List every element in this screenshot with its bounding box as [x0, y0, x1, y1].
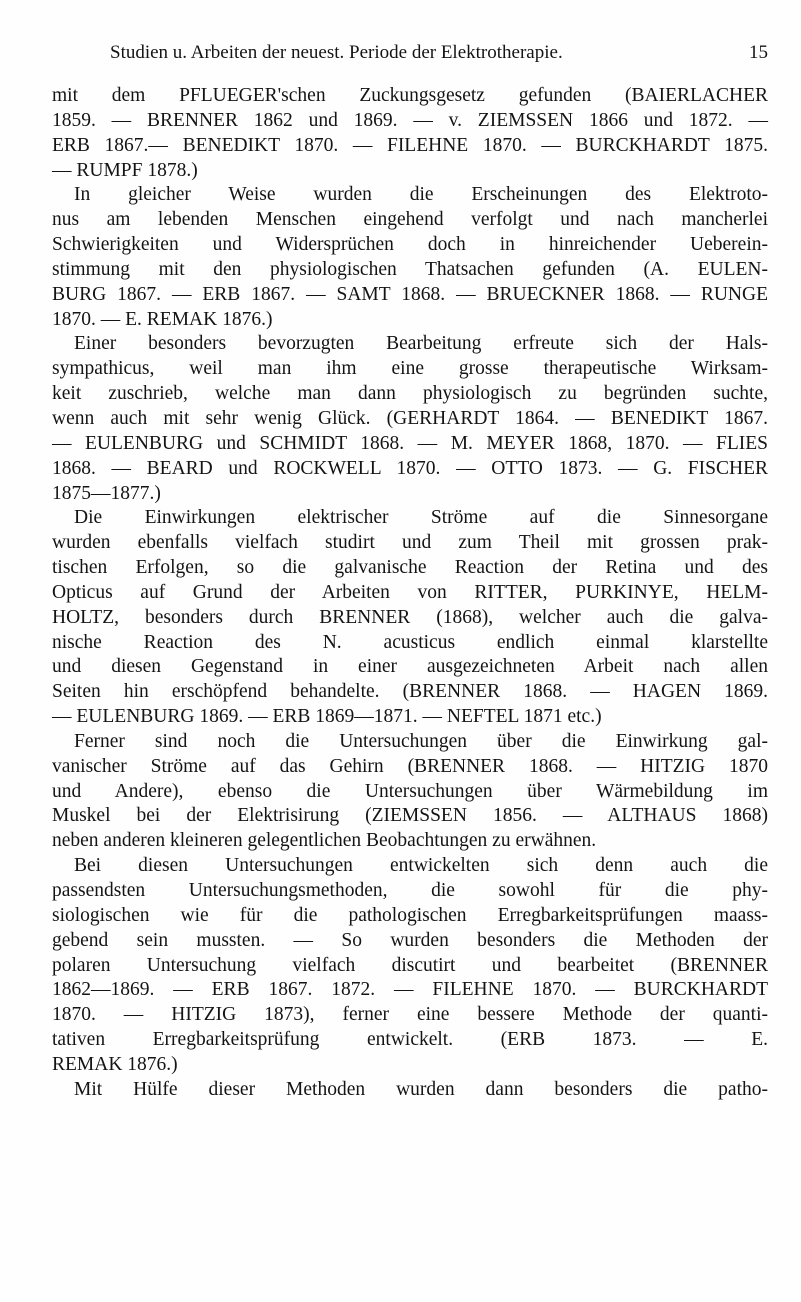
text-line: passendsten Untersuchungsmethoden, die sowohl für die phy- — [52, 880, 768, 901]
text-line: Schwierigkeiten und Widersprüchen doch in hinreichender Ueberein- — [52, 234, 768, 256]
text-line: 1870. — E. REMAK 1876.) — [52, 308, 273, 330]
text-line: BURG 1867. — ERB 1867. — SAMT 1868. — BRUECKNER 1868. — RUNGE — [52, 283, 768, 305]
text-line: HOLTZ, besonders durch BRENNER (1868), welcher auch die galva- — [52, 606, 768, 628]
text-line: — EULENBURG und SCHMIDT 1868. — M. MEYER 1868, 1870. — FLIES — [52, 432, 768, 454]
text-line: neben anderen kleineren gelegentlichen Beobachtungen zu erwähnen. — [52, 830, 597, 852]
text-line: vanischer Ströme auf das Gehirn (BRENNER 1868. — HITZIG 1870 — [52, 755, 768, 777]
running-header — [52, 42, 768, 68]
text-line: keit zuschrieb, welche man dann physiologisch zu begründen suchte, — [52, 383, 768, 405]
text-line: tischen Erfolgen, so die galvanische Reaction der Retina und des — [52, 557, 768, 579]
text-line: polaren Untersuchung vielfach discutirt und bearbeitet (BRENNER — [52, 954, 768, 976]
text-line: Mit Hülfe dieser Methoden wurden dann besonders die patho- — [74, 1078, 768, 1100]
text-line: sympathicus, weil man ihm eine grosse therapeutische Wirksam- — [52, 358, 768, 380]
text-line: gebend sein mussten. — So wurden besonders die Methoden der — [52, 929, 768, 951]
text-line: siologischen wie für die pathologischen Erregbarkeitsprüfungen maass- — [52, 904, 768, 926]
text-line: — RUMPF 1878.) — [52, 159, 198, 181]
text-line: mit dem PFLUEGER'schen Zuckungsgesetz gefunden (BAIERLACHER — [52, 85, 768, 106]
text-line: Opticus auf Grund der Arbeiten von RITTER, PURKINYE, HELM- — [52, 581, 768, 603]
text-line: ERB 1867.— BENEDIKT 1870. — FILEHNE 1870. — BURCKHARDT 1875. — [52, 134, 768, 156]
text-line: — EULENBURG 1869. — ERB 1869—1871. — NEFTEL 1871 etc.) — [52, 706, 602, 728]
text-line: 1862—1869. — ERB 1867. 1872. — FILEHNE 1870. — BURCKHARDT — [52, 979, 768, 1001]
text-line: Seiten hin erschöpfend behandelte. (BRENNER 1868. — HAGEN 1869. — [52, 681, 768, 703]
text-line: In gleicher Weise wurden die Erscheinungen des Elektroto- — [74, 184, 768, 206]
text-line: Die Einwirkungen elektrischer Ströme auf die Sinnesorgane — [74, 507, 768, 529]
text-line: Bei diesen Untersuchungen entwickelten sich denn auch die — [74, 855, 768, 877]
running-title: Studien u. Arbeiten der neuest. Periode der Elektrotherapie. — [110, 42, 563, 63]
page-number: 15 — [749, 42, 768, 63]
text-line: wenn auch mit sehr wenig Glück. (GERHARDT 1864. — BENEDIKT 1867. — [52, 407, 768, 429]
text-line: Muskel bei der Elektrisirung (ZIEMSSEN 1856. — ALTHAUS 1868) — [52, 805, 768, 827]
text-line: wurden ebenfalls vielfach studirt und zum Theil mit grossen prak- — [52, 532, 768, 554]
text-line: 1875—1877.) — [52, 482, 161, 504]
text-line: 1868. — BEARD und ROCKWELL 1870. — OTTO 1873. — G. FISCHER — [52, 457, 768, 479]
body-text — [52, 84, 768, 1103]
text-line: nische Reaction des N. acusticus endlich einmal klarstellte — [52, 631, 768, 653]
text-line: REMAK 1876.) — [52, 1053, 178, 1075]
text-line: 1870. — HITZIG 1873), ferner eine bessere Methode der quanti- — [52, 1004, 768, 1026]
text-line: 1859. — BRENNER 1862 und 1869. — v. ZIEMSSEN 1866 und 1872. — — [52, 109, 768, 131]
text-line: Einer besonders bevorzugten Bearbeitung erfreute sich der Hals- — [74, 333, 768, 355]
text-line: stimmung mit den physiologischen Thatsachen gefunden (A. EULEN- — [52, 258, 768, 280]
text-line: und diesen Gegenstand in einer ausgezeichneten Arbeit nach allen — [52, 656, 768, 678]
text-line: nus am lebenden Menschen eingehend verfolgt und nach mancherlei — [52, 209, 768, 231]
text-line: Ferner sind noch die Untersuchungen über die Einwirkung gal- — [74, 730, 768, 752]
text-line: und Andere), ebenso die Untersuchungen über Wärmebildung im — [52, 780, 768, 802]
text-line: tativen Erregbarkeitsprüfung entwickelt. (ERB 1873. — E. — [52, 1029, 768, 1051]
